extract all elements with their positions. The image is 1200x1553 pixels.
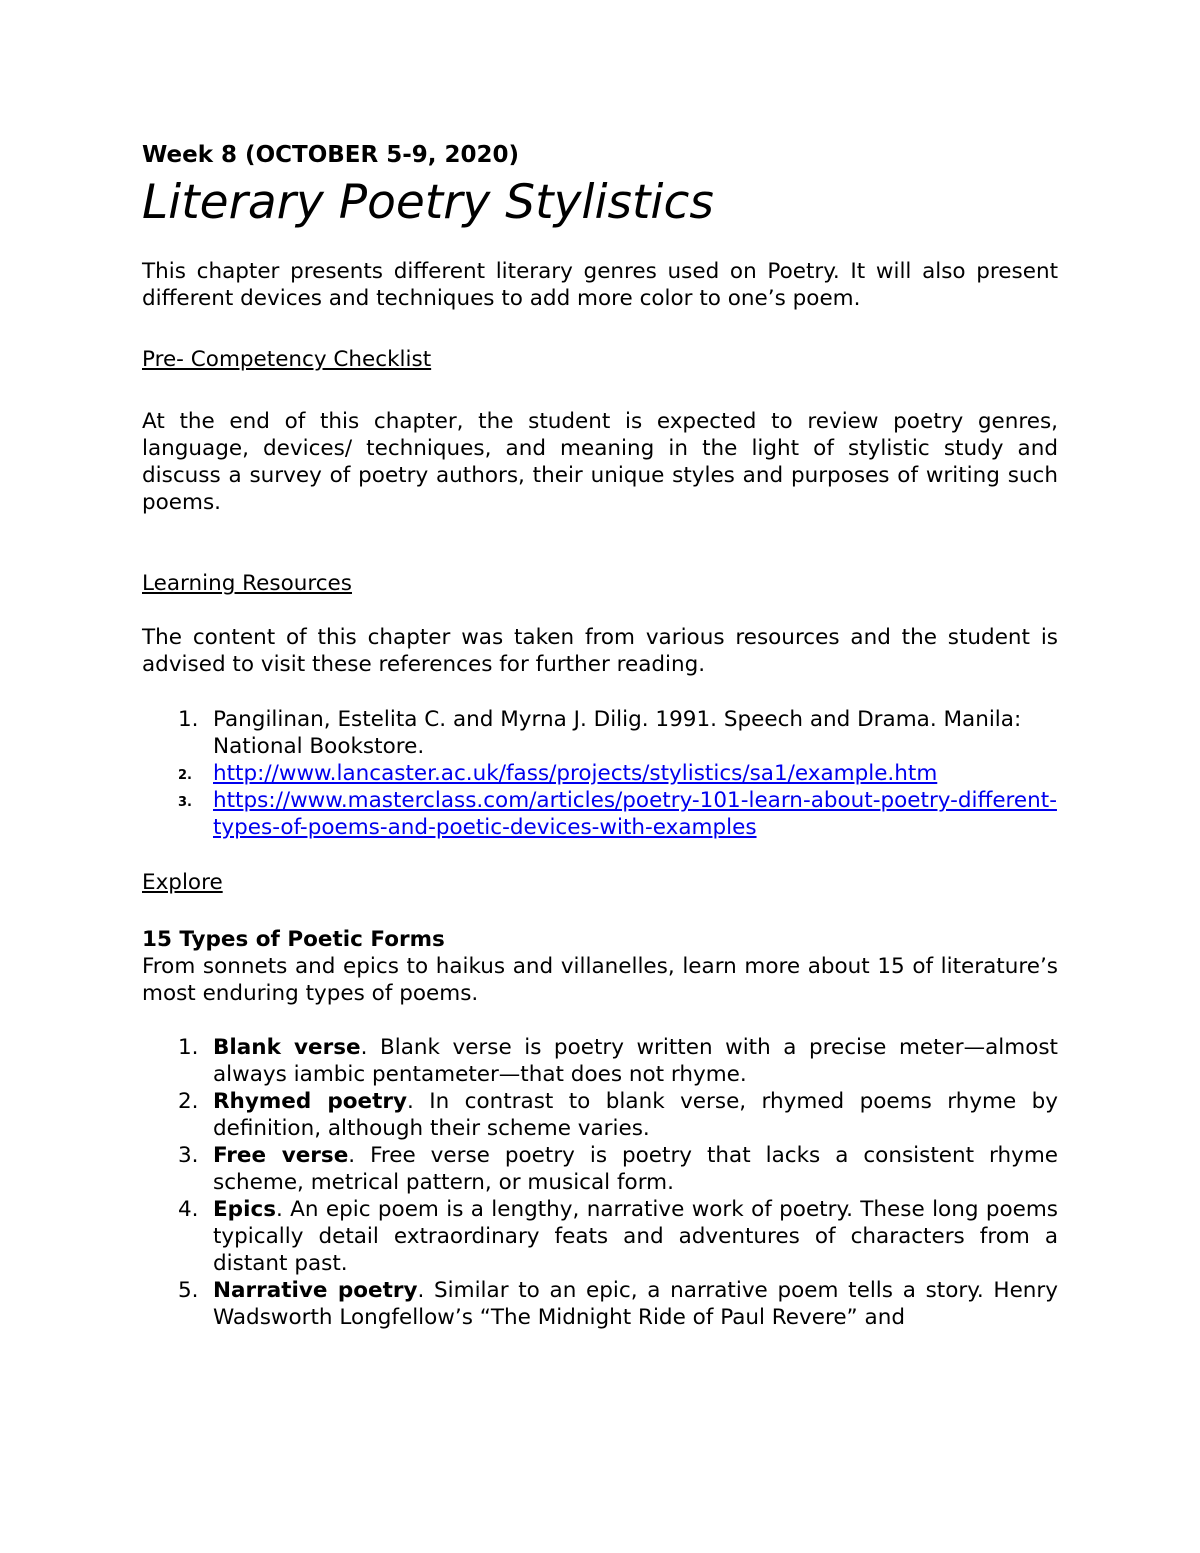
document-page [142,140,1058,1331]
list-number: 5. [178,1278,199,1303]
reference-link-lancaster[interactable]: http://www.lancaster.ac.uk/fass/projects/stylistics/sa1/example.htm [213,761,938,786]
checklist-heading: Pre- Competency Checklist [142,347,432,372]
forms-intro: From sonnets and epics to haikus and villanelles, learn more about 15 of literature’s most enduring types of poems. [142,954,1058,1006]
forms-title: 15 Types of Poetic Forms [142,927,445,952]
reference-list [142,706,1058,841]
reference-link-masterclass[interactable]: https://www.masterclass.com/articles/poetry-101-learn-about-poetry-different-types-of-poems-and-poetic-devices-with-examples [213,788,1057,840]
form-term: Epics [213,1197,276,1222]
resources-paragraph: The content of this chapter was taken from various resources and the student is advised to visit these references for further reading. [142,625,1058,677]
reference-item [142,706,1058,760]
form-term: Rhymed poetry [213,1089,407,1114]
checklist-paragraph: At the end of this chapter, the student is expected to review poetry genres, language, devices/ techniques, and meaning in the light of stylistic study and discuss a survey of poetry authors, their unique styles and purposes of writing such poems. [142,409,1058,515]
list-number: 1. [178,1035,199,1060]
form-term: Narrative poetry [213,1278,418,1303]
list-number: 4. [178,1197,199,1222]
form-description: . Free verse poetry is poetry that lacks a consistent rhyme scheme, metrical pattern, or musical form. [213,1143,1058,1195]
form-description: . Blank verse is poetry written with a precise meter—almost always iambic pentameter—that does not rhyme. [213,1035,1058,1087]
list-number: 3. [178,1143,199,1168]
resources-heading: Learning Resources [142,571,352,596]
list-number: 3. [178,795,192,810]
list-number: 2. [178,768,192,783]
page-title: Literary Poetry Stylistics [142,175,714,230]
list-item [142,1196,1058,1277]
poetic-forms-list [142,1034,1058,1331]
form-description: . In contrast to blank verse, rhymed poems rhyme by definition, although their scheme varies. [213,1089,1059,1141]
reference-item [142,787,1058,841]
form-description: . Similar to an epic, a narrative poem tells a story. Henry Wadsworth Longfellow’s “The Midnight Ride of Paul Revere” and [213,1278,1058,1330]
week-heading: Week 8 (OCTOBER 5-9, 2020) [142,142,520,168]
reference-text: Pangilinan, Estelita C. and Myrna J. Dilig. 1991. Speech and Drama. Manila: National Bookstore. [213,707,1022,759]
explore-heading: Explore [142,870,223,895]
list-number: 1. [178,707,199,732]
list-item [142,1034,1058,1088]
form-term: Blank verse [213,1035,361,1060]
list-item [142,1277,1058,1331]
form-term: Free verse [213,1143,349,1168]
form-description: . An epic poem is a lengthy, narrative work of poetry. These long poems typically detail extraordinary feats and adventures of characters from a distant past. [213,1197,1058,1276]
list-item [142,1142,1058,1196]
list-number: 2. [178,1089,199,1114]
list-item [142,1088,1058,1142]
reference-item [142,760,1058,787]
intro-paragraph: This chapter presents different literary genres used on Poetry. It will also present different devices and techniques to add more color to one’s poem. [142,259,1058,311]
